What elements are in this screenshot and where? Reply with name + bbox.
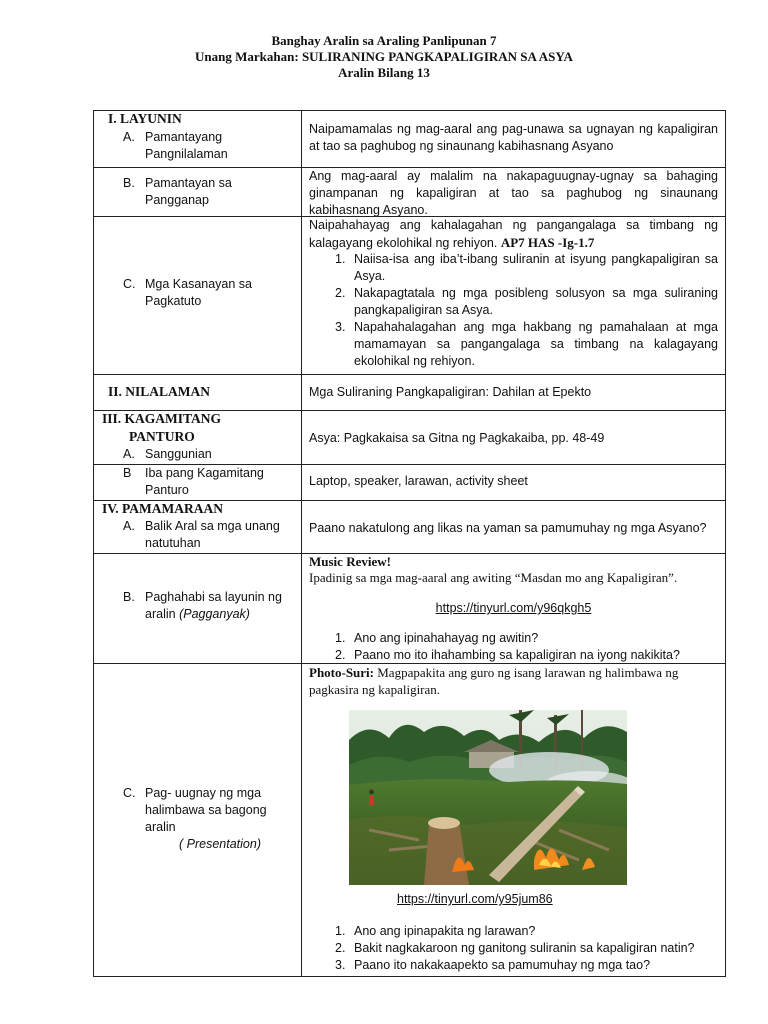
- label-pagganyak: (Pagganyak): [179, 607, 250, 621]
- content-nilalaman: Mga Suliraning Pangkapaligiran: Dahilan at Epekto: [309, 385, 592, 399]
- list-item: 3. Napahahalagahan ang mga hakbang ng pamahalaan at mga mamamayan sa pangangalaga sa timbang na kalagayang ekolohikal ng rehiyon.: [335, 320, 718, 368]
- list-item: 1. Naiisa-isa ang iba’t-ibang suliranin at isyung pangkapaligiran sa Asya.: [335, 252, 718, 283]
- table-row-nilalaman: [93, 374, 726, 411]
- lesson-number: Aralin Bilang 13: [338, 65, 430, 80]
- item-letter: B.: [123, 590, 135, 604]
- section-title-nilalaman: II. NILALAMAN: [108, 384, 211, 399]
- content-pamantayan-sa-pangganap: Ang mag-aaral ay malalim na nakapaguugnay-ugnay sa bahaging ginampanan ng kapaligiran at tao sa paghubog ng sinaunang kabihasnang Asyano.: [309, 169, 718, 217]
- item-letter: C.: [123, 786, 136, 800]
- table-row-pamamaraan-c: [93, 663, 726, 978]
- item-letter: C.: [123, 277, 136, 291]
- table-row-pamamaraan-a: [93, 500, 726, 554]
- list-item: 2. Bakit nagkakaroon ng ganitong suliranin sa kapaligiran natin?: [335, 941, 695, 955]
- item-letter: A.: [123, 519, 135, 533]
- photo-link[interactable]: https://tinyurl.com/y95jum86: [397, 892, 553, 906]
- item-letter: B: [123, 466, 132, 480]
- label-balik-aral: Balik Aral sa mga unang natutuhan: [145, 519, 280, 550]
- table-row-kagamitan-a: [93, 410, 726, 465]
- quarter-title: Unang Markahan: SULIRANING PANGKAPALIGIRAN SA ASYA: [195, 49, 573, 64]
- item-letter: A.: [123, 447, 135, 461]
- section-title-layunin: I. LAYUNIN: [108, 111, 182, 126]
- list-item: 3. Paano ito nakakaapekto sa pamumuhay ng mga tao?: [335, 958, 651, 972]
- label-sanggunian: Sanggunian: [145, 447, 212, 461]
- photo-suri-text: Magpapakita ang guro ng isang larawan ng halimbawa ng pagkasira ng kapaligiran.: [309, 665, 679, 697]
- curriculum-code: AP7 HAS -Ig-1.7: [500, 235, 595, 250]
- music-review-heading: Music Review!: [309, 554, 391, 569]
- list-item: 2. Nakapagtatala ng mga posibleng solusyon sa mga suliraning pangkapaligiran sa Asya.: [335, 286, 718, 317]
- song-link[interactable]: https://tinyurl.com/y96qkgh5: [435, 601, 592, 615]
- table-row-kagamitan-b: [93, 464, 726, 501]
- lesson-plan-title: Banghay Aralin sa Araling Panlipunan 7: [271, 33, 497, 48]
- section-title-panturo: PANTURO: [129, 429, 195, 444]
- section-title-pamamaraan: IV. PAMAMARAAN: [102, 501, 223, 516]
- content-sanggunian: Asya: Pagkakaisa sa Gitna ng Pagkakaiba, pp. 48-49: [309, 431, 605, 445]
- deforestation-photo: [349, 710, 627, 885]
- table-row-layunin-a: [93, 110, 726, 167]
- photo-suri-questions: [309, 923, 718, 974]
- table-row-layunin-b: [93, 167, 726, 217]
- label-pamantayang-pangnilalaman: Pamantayang Pangnilalaman: [145, 130, 228, 161]
- label-iba-pang-kagamitan: Iba pang Kagamitang Panturo: [145, 466, 264, 497]
- list-item: 2. Paano mo ito ihahambing sa kapaligiran na iyong nakikita?: [335, 648, 680, 662]
- content-balik-aral: Paano nakatulong ang likas na yaman sa pamumuhay ng mga Asyano?: [309, 521, 707, 535]
- table-row-layunin-c: [93, 216, 726, 375]
- lesson-plan-table: [93, 110, 726, 977]
- list-item: 1. Ano ang ipinapakita ng larawan?: [335, 924, 536, 938]
- content-pamantayang-pangnilalaman: Naipamamalas ng mag-aaral ang pag-unawa sa ugnayan ng kapaligiran at tao sa paghubog ng sinaunang kabihasnang Asyano: [309, 122, 718, 153]
- item-letter: A.: [123, 130, 135, 144]
- music-review-text: Ipadinig sa mga mag-aaral ang awiting “Masdan mo ang Kapaligiran”.: [309, 570, 678, 585]
- music-review-questions: [309, 630, 718, 664]
- table-row-pamamaraan-b: [93, 553, 726, 664]
- kasanayan-intro: Naipahahayag ang kahalagahan ng pangangalaga sa timbang ng kalagayang ekolohikal ng rehiyon.: [309, 218, 718, 250]
- label-paghahabi: Paghahabi sa layunin ng aralin: [145, 590, 282, 621]
- kasanayan-list: [309, 251, 718, 370]
- list-item: 1. Ano ang ipinahahayag ng awitin?: [335, 631, 539, 645]
- label-pag-uugnay: Pag- uugnay ng mga halimbawa sa bagong aralin: [145, 786, 267, 834]
- item-letter: B.: [123, 176, 135, 190]
- section-title-kagamitan: III. KAGAMITANG: [102, 411, 222, 426]
- label-mga-kasanayan: Mga Kasanayan sa Pagkatuto: [145, 277, 253, 308]
- photo-suri-heading: Photo-Suri:: [309, 665, 374, 680]
- label-pamantayan-sa-pangganap: Pamantayan sa Pangganap: [145, 176, 232, 207]
- content-iba-pang-kagamitan: Laptop, speaker, larawan, activity sheet: [309, 474, 528, 488]
- label-presentation: ( Presentation): [179, 837, 261, 851]
